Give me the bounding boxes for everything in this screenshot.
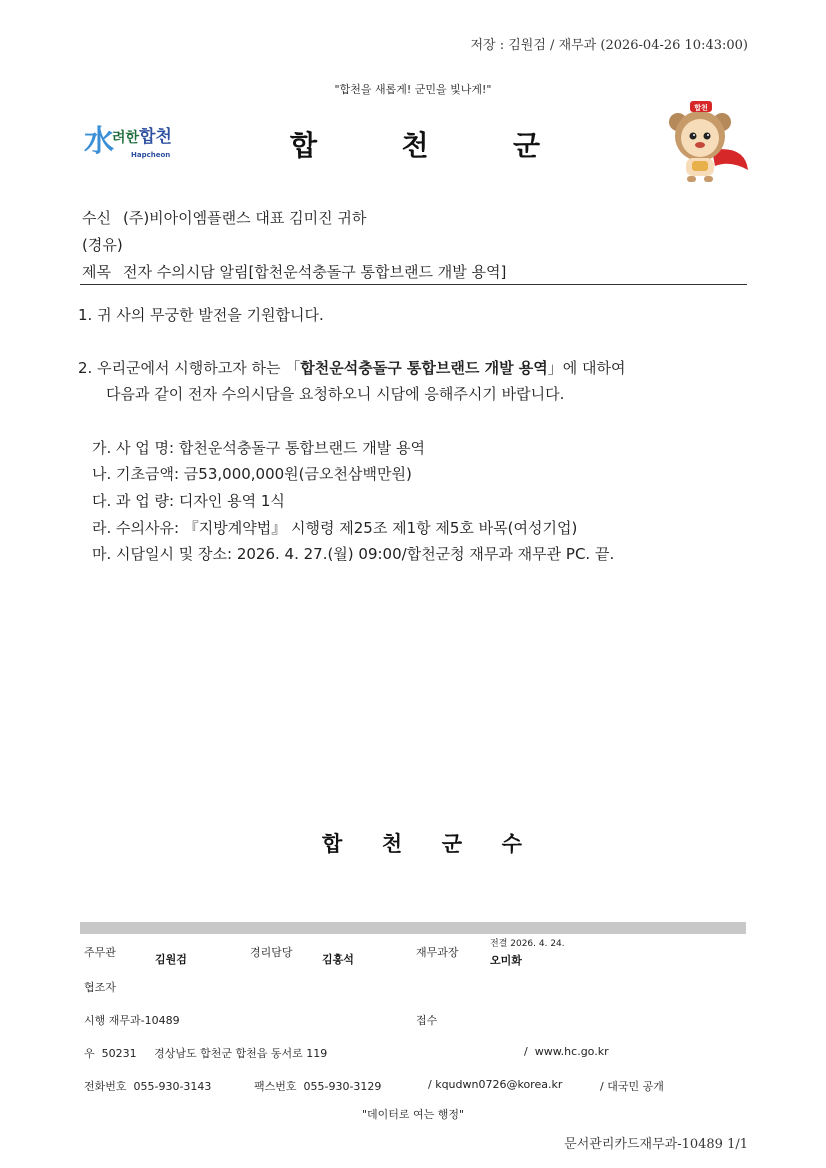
drafter-label: 주무관 [84,946,116,959]
receipt-label: 접수 [416,1014,438,1027]
subject-row [82,261,506,282]
org-title [290,124,540,164]
list-item: 가. 사 업 명: 합천운석충돌구 통합브랜드 개발 용역 [92,439,426,457]
cooperator-label: 협조자 [84,981,116,994]
list-item: 나. 기초금액: 금53,000,000원(금오천삼백만원) [92,465,412,483]
list-item: 다. 과 업 량: 디자인 용역 1식 [92,492,285,510]
logo-text: 려한합천 [112,127,172,147]
mascot-image [660,100,750,185]
paragraph-2: 2. 우리군에서 시행하고자 하는 「합천운석충돌구 통합브랜드 개발 용역」에 대하여 [78,359,626,377]
approver-name: 오미화 [490,954,522,967]
paragraph-2-line-2: 다음과 같이 전자 수의시담을 요청하오니 시담에 응해주시기 바랍니다. [106,385,565,403]
list-item: 마. 시담일시 및 장소: 2026. 4. 27.(월) 09:00/합천군청 재무과 재무관 PC. 끝. [92,545,615,563]
subject-label: 제목 [82,263,111,281]
motto: "데이터로 여는 행정" [361,1108,465,1121]
paragraph-1: 1. 귀 사의 무궁한 발전을 기원합니다. [78,306,324,324]
org-title-char: 천 [401,129,429,162]
recipient-value: (주)비아이엠플랜스 대표 김미진 귀하 [122,209,367,227]
drafter-name: 김원검 [155,953,187,966]
slogan: "합천을 새롭게! 군민을 빛나게!" [334,83,492,96]
subject-value: 전자 수의시담 알림[합천운석충돌구 통합브랜드 개발 용역] [122,263,507,281]
signer-char: 천 [381,832,403,856]
reviewer-name: 김홍석 [322,953,354,966]
logo-mark: 水 [84,124,111,159]
enforce-number: 시행 재무과-10489 [84,1014,180,1027]
org-title-char: 군 [512,129,540,162]
org-title-char: 합 [290,129,318,162]
signer-char: 합 [322,832,343,856]
approver-note: 전결 2026. 4. 24. [490,939,565,949]
logo-english: Hapcheon [131,151,171,159]
signer-char: 군 [441,832,463,856]
save-info: 저장 : 김원검 / 재무과 (2026-04-26 10:43:00) [470,38,748,53]
via-row: (경유) [82,236,123,254]
homepage: / www.hc.go.kr [524,1045,609,1058]
approver-label: 재무과장 [416,946,459,959]
header-divider [80,284,747,285]
recipient-row [82,207,366,228]
signer [322,828,522,858]
project-name: 합천운석충돌구 통합브랜드 개발 용역 [300,359,548,377]
hapcheon-logo [84,116,174,166]
disclosure: / 대국민 공개 [600,1080,664,1093]
footer-bar [80,922,746,934]
email: / kqudwn0726@korea.kr [428,1078,563,1091]
fax: 팩스번호 055-930-3129 [254,1080,382,1093]
list-item: 라. 수의사유: 『지방계약법』 시행령 제25조 제1항 제5호 바목(여성기업) [92,519,578,537]
mascot-badge: 합천 [694,104,708,112]
phone: 전화번호 055-930-3143 [84,1080,212,1093]
recipient-label: 수신 [82,209,111,227]
address: 우 50231 경상남도 합천군 합천읍 동서로 119 [84,1047,328,1060]
reviewer-label: 경리담당 [250,946,293,959]
document-card: 문서관리카드재무과-10489 1/1 [564,1137,748,1152]
signer-char: 수 [501,832,522,856]
